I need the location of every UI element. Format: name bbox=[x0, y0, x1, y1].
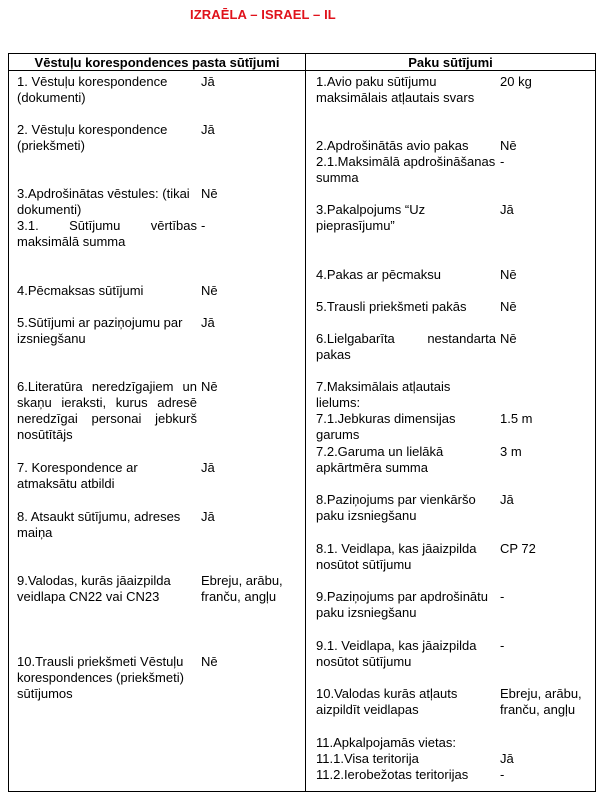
right-value-7-2: 3 m bbox=[500, 444, 522, 459]
right-label-7: 7.Maksimālais atļautais lielums: bbox=[316, 379, 451, 410]
right-label-6: 6.Lielgabarīta nestandarta pakas bbox=[316, 331, 496, 362]
left-label-2: 2. Vēstuļu korespondence (priekšmeti) bbox=[17, 122, 168, 153]
header-parcels: Paku sūtījumi bbox=[408, 55, 493, 70]
right-label-9: 9.Paziņojums par apdrošinātu paku izsniegšanu bbox=[316, 589, 488, 620]
header-letters: Vēstuļu korespondences pasta sūtījumi bbox=[34, 55, 280, 70]
left-value-10: Nē bbox=[201, 654, 218, 669]
left-value-5: Jā bbox=[201, 315, 215, 330]
left-label-10: 10.Trausli priekšmeti Vēstuļu korespondences (priekšmeti) sūtījumos bbox=[17, 654, 184, 701]
left-value-7: Jā bbox=[201, 460, 215, 475]
right-label-10: 10.Valodas kurās atļauts aizpildīt veidlapas bbox=[316, 686, 458, 717]
right-value-6: Nē bbox=[500, 331, 517, 346]
right-value-11-1: Jā bbox=[500, 751, 514, 766]
left-value-8: Jā bbox=[201, 509, 215, 524]
right-value-9: - bbox=[500, 589, 505, 604]
column-divider bbox=[305, 54, 306, 791]
right-label-9-1: 9.1. Veidlapa, kas jāaizpilda nosūtot sūtījumu bbox=[316, 638, 477, 669]
right-label-3: 3.Pakalpojums “Uz pieprasījumu” bbox=[316, 202, 426, 233]
right-value-4: Nē bbox=[500, 267, 517, 282]
right-value-10: Ebreju, arābu, franču, angļu bbox=[500, 686, 582, 717]
info-table bbox=[8, 53, 596, 792]
left-label-3-1: 3.1. Sūtījumu vērtības maksimālā summa bbox=[17, 218, 197, 249]
left-value-9: Ebreju, arābu, franču, angļu bbox=[201, 573, 283, 604]
right-label-4: 4.Pakas ar pēcmaksu bbox=[316, 267, 442, 282]
left-label-6: 6.Literatūra neredzīgajiem un skaņu ieraksti, kurus adresē neredzīgai personai jebkurš nosūtītājs bbox=[17, 379, 197, 442]
right-value-2: Nē bbox=[500, 138, 517, 153]
right-label-5: 5.Trausli priekšmeti pakās bbox=[316, 299, 467, 314]
right-value-7-1: 1.5 m bbox=[500, 411, 533, 426]
right-label-8-1: 8.1. Veidlapa, kas jāaizpilda nosūtot sūtījumu bbox=[316, 541, 477, 572]
right-label-11-1: 11.1.Visa teritorija bbox=[316, 751, 419, 766]
right-label-1: 1.Avio paku sūtījumu maksimālais atļautais svars bbox=[316, 74, 475, 105]
left-value-3-1: - bbox=[201, 218, 206, 233]
right-value-3: Jā bbox=[500, 202, 514, 217]
right-label-2: 2.Apdrošinātās avio pakas bbox=[316, 138, 469, 153]
header-divider bbox=[9, 70, 595, 71]
right-value-2-1: - bbox=[500, 154, 505, 169]
left-value-1: Jā bbox=[201, 74, 215, 89]
right-label-8: 8.Paziņojums par vienkāršo paku izsniegšanu bbox=[316, 492, 476, 523]
left-label-4: 4.Pēcmaksas sūtījumi bbox=[17, 283, 144, 298]
left-label-7: 7. Korespondence ar atmaksātu atbildi bbox=[17, 460, 138, 491]
left-label-3: 3.Apdrošinātas vēstules: (tikai dokumenti) bbox=[17, 186, 190, 217]
left-label-9: 9.Valodas, kurās jāaizpilda veidlapa CN22 vai CN23 bbox=[17, 573, 171, 604]
left-value-3: Nē bbox=[201, 186, 218, 201]
left-label-5: 5.Sūtījumi ar paziņojumu par izsniegšanu bbox=[17, 315, 183, 346]
right-value-9-1: - bbox=[500, 638, 505, 653]
left-value-6: Nē bbox=[201, 379, 218, 394]
right-value-8: Jā bbox=[500, 492, 514, 507]
left-label-1: 1. Vēstuļu korespondence (dokumenti) bbox=[17, 74, 168, 105]
right-value-1: 20 kg bbox=[500, 74, 532, 89]
page-title: IZRAĒLA – ISRAEL – IL bbox=[190, 7, 336, 22]
right-value-8-1: CP 72 bbox=[500, 541, 536, 556]
right-value-11-2: - bbox=[500, 767, 505, 782]
right-label-11: 11.Apkalpojamās vietas: bbox=[316, 735, 456, 750]
right-label-2-1: 2.1.Maksimālā apdrošināšanas summa bbox=[316, 154, 496, 185]
left-label-8: 8. Atsaukt sūtījumu, adreses maiņa bbox=[17, 509, 181, 540]
right-label-7-2: 7.2.Garuma un lielākā apkārtmēra summa bbox=[316, 444, 444, 475]
right-label-11-2: 11.2.Ierobežotas teritorijas bbox=[316, 767, 469, 782]
right-label-7-1: 7.1.Jebkuras dimensijas garums bbox=[316, 411, 456, 442]
left-value-4: Nē bbox=[201, 283, 218, 298]
right-value-5: Nē bbox=[500, 299, 517, 314]
left-value-2: Jā bbox=[201, 122, 215, 137]
